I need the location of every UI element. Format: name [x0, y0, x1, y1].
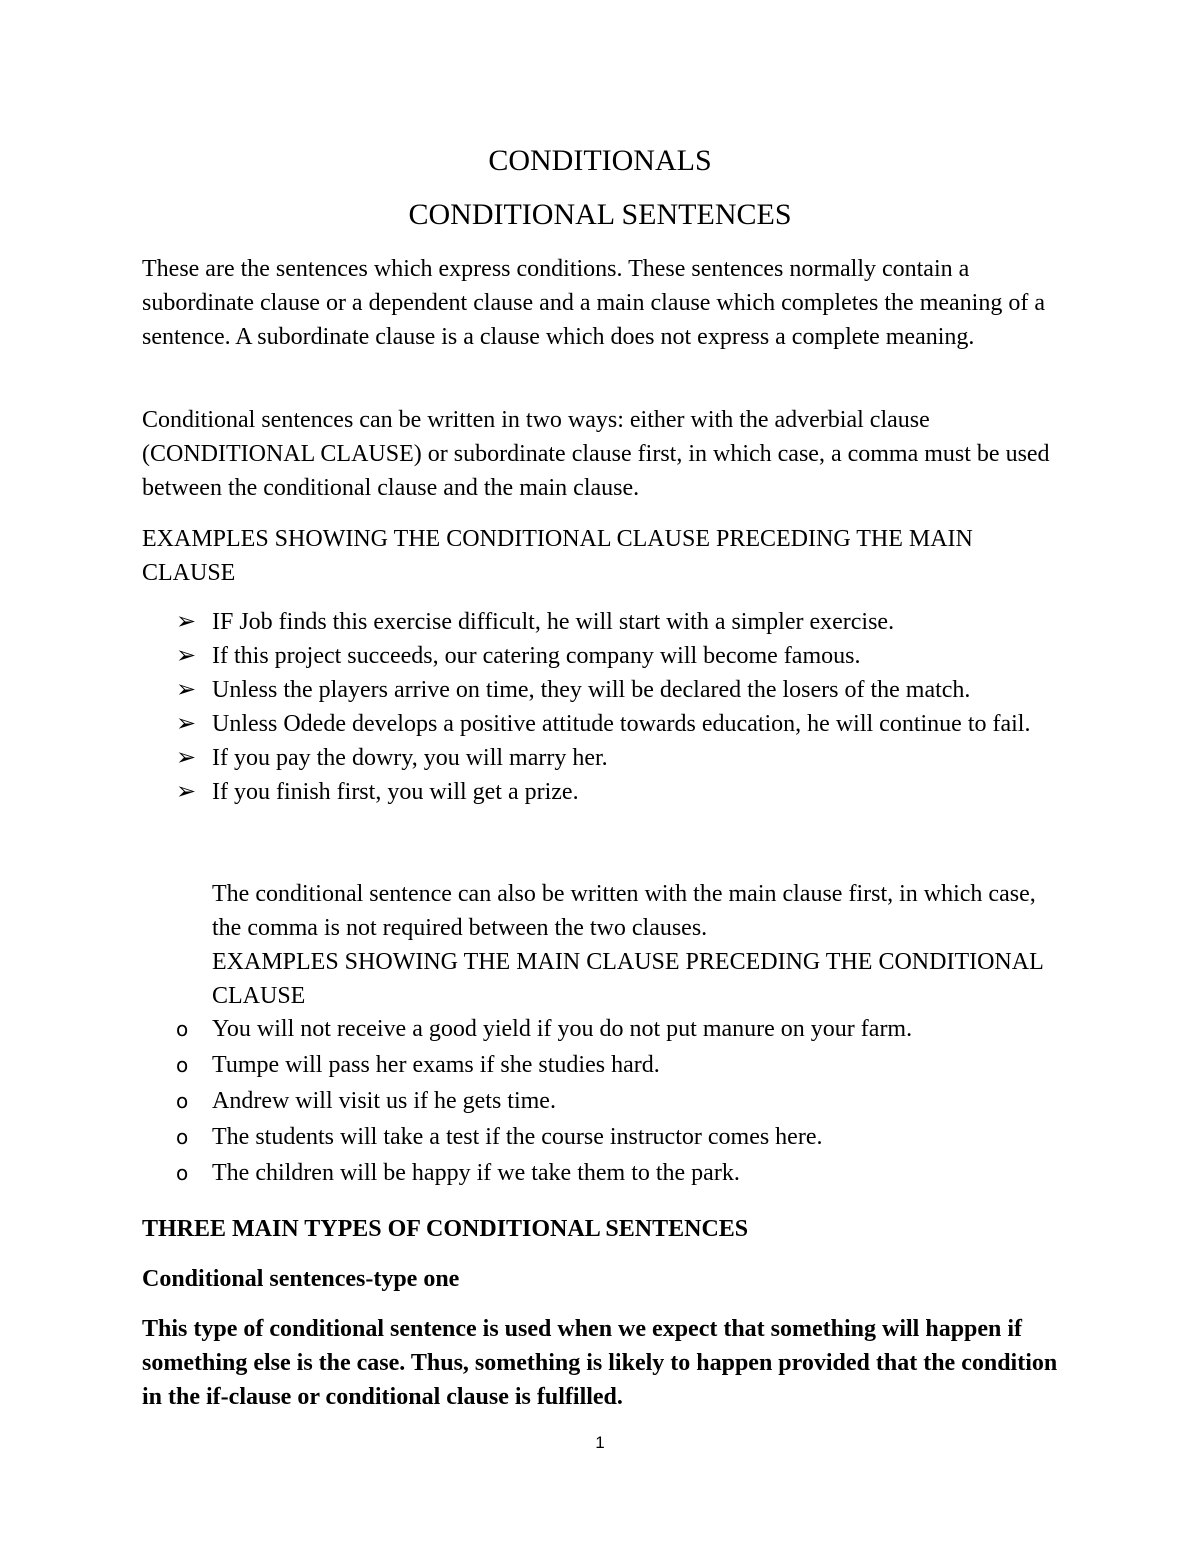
intro-paragraph: These are the sentences which express conditions. These sentences normally contain a subordinate clause or a dependent clause and a main clause which completes the meaning of a sentence. A subordinate clause is a clause which does not express a complete meaning. [142, 256, 1045, 350]
type-one-paragraph: This type of conditional sentence is used when we expect that something will happen if something else is the case. Thus, something is likely to happen provided that the condition in the if-clause or conditional clause is fulfilled. [142, 1316, 1058, 1410]
list-item [142, 1048, 1042, 1082]
list-item-text: IF Job finds this exercise difficult, he will start with a simpler exercise. [212, 609, 895, 635]
page-subtitle: CONDITIONAL SENTENCES [408, 198, 792, 231]
arrow-bullet-icon: ➢ [176, 677, 197, 703]
examples-list-conditional-first [142, 605, 1042, 809]
list-item-text: Unless Odede develops a positive attitude towards education, he will continue to fail. [212, 711, 1031, 737]
arrow-bullet-icon: ➢ [176, 745, 197, 771]
main-first-paragraph: The conditional sentence can also be written with the main clause first, in which case, the comma is not required between the two clauses. [212, 881, 1036, 941]
circle-bullet-icon: o [176, 1053, 189, 1077]
circle-bullet-icon: o [176, 1125, 189, 1149]
list-item [142, 775, 1042, 809]
list-item-text: The children will be happy if we take them to the park. [212, 1160, 740, 1186]
arrow-bullet-icon: ➢ [176, 643, 197, 669]
arrow-bullet-icon: ➢ [176, 609, 197, 635]
page-number: 1 [595, 1433, 605, 1452]
list-item-text: Andrew will visit us if he gets time. [212, 1088, 556, 1114]
examples-heading-main-first: EXAMPLES SHOWING THE MAIN CLAUSE PRECEDING THE CONDITIONAL CLAUSE [212, 949, 1043, 1009]
list-item-text: The students will take a test if the course instructor comes here. [212, 1124, 823, 1150]
circle-bullet-icon: o [176, 1161, 189, 1185]
examples-list-main-first [142, 1012, 1042, 1192]
page-title: CONDITIONALS [488, 144, 712, 177]
list-item [142, 1120, 1042, 1154]
ways-paragraph: Conditional sentences can be written in two ways: either with the adverbial clause (CONDITIONAL CLAUSE) or subordinate clause first, in which case, a comma must be used between the conditional clause and the main clause. [142, 407, 1050, 501]
list-item [142, 673, 1042, 707]
list-item [142, 1156, 1042, 1190]
types-heading: THREE MAIN TYPES OF CONDITIONAL SENTENCES [142, 1216, 749, 1242]
list-item-text: You will not receive a good yield if you do not put manure on your farm. [212, 1016, 913, 1042]
list-item-text: If you finish first, you will get a prize. [212, 779, 579, 805]
circle-bullet-icon: o [176, 1089, 189, 1113]
list-item [142, 639, 1042, 673]
type-one-heading: Conditional sentences-type one [142, 1266, 460, 1292]
list-item [142, 1012, 1042, 1046]
examples-heading-conditional-first: EXAMPLES SHOWING THE CONDITIONAL CLAUSE PRECEDING THE MAIN CLAUSE [142, 526, 973, 586]
circle-bullet-icon: o [176, 1017, 189, 1041]
arrow-bullet-icon: ➢ [176, 711, 197, 737]
list-item [142, 1084, 1042, 1118]
list-item-text: Tumpe will pass her exams if she studies hard. [212, 1052, 660, 1078]
list-item-text: Unless the players arrive on time, they will be declared the losers of the match. [212, 677, 971, 703]
list-item-text: If this project succeeds, our catering company will become famous. [212, 643, 861, 669]
list-item-text: If you pay the dowry, you will marry her. [212, 745, 608, 771]
list-item [142, 741, 1042, 775]
list-item [142, 605, 1042, 639]
arrow-bullet-icon: ➢ [176, 779, 197, 805]
list-item [142, 707, 1042, 741]
